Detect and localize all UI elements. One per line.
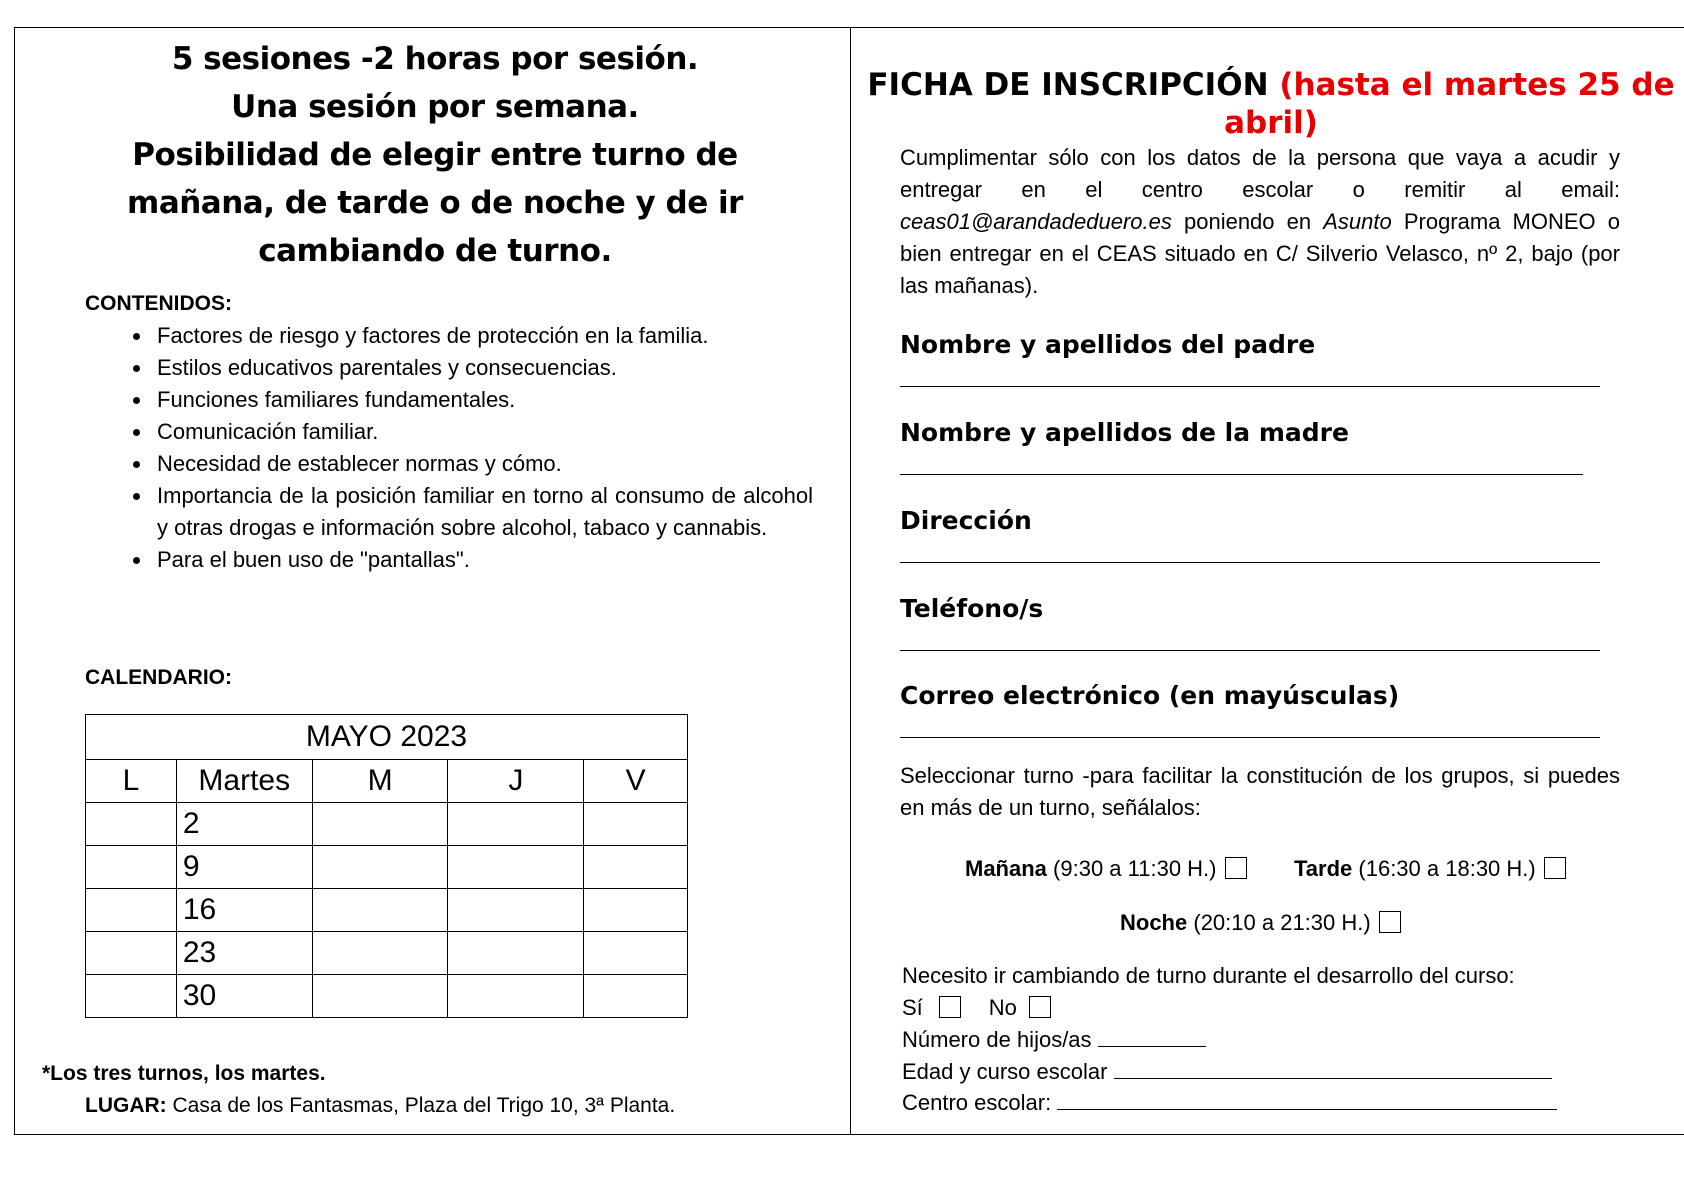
list-item: • Factores de riesgo y factores de protección en la familia. xyxy=(153,320,813,352)
no-label: No xyxy=(988,995,1017,1020)
right-column xyxy=(858,30,1684,1115)
no-checkbox[interactable] xyxy=(1029,996,1051,1018)
mother-name-label: Nombre y apellidos de la madre xyxy=(900,418,1349,447)
calendario-label: CALENDARIO: xyxy=(85,666,232,689)
edad-label: Edad y curso escolar xyxy=(902,1059,1114,1084)
list-item: • Para el buen uso de "pantallas". xyxy=(153,544,813,576)
hijos-field[interactable] xyxy=(1098,1028,1206,1047)
calendar-col-m: M xyxy=(312,760,448,803)
option-noche xyxy=(1120,910,1401,936)
cambio-options xyxy=(902,995,1051,1021)
noche-label: Noche xyxy=(1120,910,1188,935)
noche-time: (20:10 a 21:30 H.) xyxy=(1187,910,1371,935)
noche-checkbox[interactable] xyxy=(1379,911,1401,933)
tarde-checkbox[interactable] xyxy=(1544,857,1566,879)
edad-row xyxy=(902,1059,1552,1085)
headline-line-3: Posibilidad de elegir entre turno de mañana, de tarde o de noche y de ir cambiando de turno. xyxy=(127,137,743,269)
phone-label: Teléfono/s xyxy=(900,594,1044,623)
edad-field[interactable] xyxy=(1114,1060,1552,1079)
column-divider xyxy=(850,27,851,1135)
form-title-main: FICHA DE INSCRIPCIÓN xyxy=(867,67,1280,103)
mother-name-field[interactable] xyxy=(900,474,1583,475)
calendar-col-j: J xyxy=(448,760,584,803)
instructions-text: poniendo en xyxy=(1171,209,1324,234)
tarde-time: (16:30 a 18:30 H.) xyxy=(1352,856,1536,881)
address-label: Dirección xyxy=(900,506,1032,535)
headline-line-2: Una sesión por semana. xyxy=(231,89,639,125)
contenidos-list xyxy=(85,320,813,576)
centro-row xyxy=(902,1090,1557,1116)
form-instructions xyxy=(900,142,1620,302)
email-label: Correo electrónico (en mayúsculas) xyxy=(900,681,1400,710)
manana-label: Mañana xyxy=(965,856,1047,881)
lugar-value: Casa de los Fantasmas, Plaza del Trigo 10, 3ª Planta. xyxy=(166,1094,676,1117)
table-row xyxy=(86,975,688,1018)
address-field[interactable] xyxy=(900,562,1600,563)
father-name-field[interactable] xyxy=(900,386,1600,387)
calendar-title: MAYO 2023 xyxy=(86,715,688,760)
centro-field[interactable] xyxy=(1057,1091,1557,1110)
phone-field[interactable] xyxy=(900,650,1600,651)
calendar-date: 16 xyxy=(176,889,312,932)
calendar-date: 2 xyxy=(176,803,312,846)
turno-intro: Seleccionar turno -para facilitar la constitución de los grupos, si puedes en más de un turno, señálalos: xyxy=(900,763,1620,820)
turnos-note: *Los tres turnos, los martes. xyxy=(42,1062,326,1085)
calendar-col-v: V xyxy=(584,760,688,803)
list-item: • Funciones familiares fundamentales. xyxy=(153,384,813,416)
list-item: • Estilos educativos parentales y consecuencias. xyxy=(153,352,813,384)
table-row xyxy=(86,846,688,889)
manana-time: (9:30 a 11:30 H.) xyxy=(1046,856,1217,881)
email-address[interactable]: ceas01@arandadeduero.es xyxy=(900,209,1172,234)
form-title xyxy=(858,66,1684,142)
calendar-date: 9 xyxy=(176,846,312,889)
instructions-text: Cumplimentar sólo con los datos de la persona que vaya a acudir y entregar en el centro escolar o remitir al email: xyxy=(900,145,1620,202)
email-field[interactable] xyxy=(900,737,1600,738)
calendar-col-l: L xyxy=(86,760,177,803)
table-row xyxy=(86,803,688,846)
option-manana xyxy=(965,856,1247,882)
si-label: Sí xyxy=(902,995,923,1020)
list-item: • Necesidad de establecer normas y cómo. xyxy=(153,448,813,480)
instructions-text: Programa MONEO o bien entregar en el CEAS situado en C/ Silverio Velasco, nº 2, bajo (por las mañanas). xyxy=(900,209,1620,298)
calendar-date: 23 xyxy=(176,932,312,975)
manana-checkbox[interactable] xyxy=(1225,857,1247,879)
father-name-label: Nombre y apellidos del padre xyxy=(900,330,1316,359)
tarde-label: Tarde xyxy=(1294,856,1353,881)
table-row xyxy=(86,889,688,932)
hijos-row xyxy=(902,1027,1206,1053)
headline-line-1: 5 sesiones -2 horas por sesión. xyxy=(171,41,699,77)
contenidos-label: CONTENIDOS: xyxy=(85,292,232,315)
calendar-col-martes: Martes xyxy=(176,760,312,803)
hijos-label: Número de hijos/as xyxy=(902,1027,1098,1052)
asunto-word: Asunto xyxy=(1323,209,1392,234)
lugar-line xyxy=(85,1094,675,1118)
left-column xyxy=(30,30,840,1117)
calendar-table xyxy=(85,714,688,1018)
table-row xyxy=(86,932,688,975)
option-tarde xyxy=(1294,856,1566,882)
list-item: • Comunicación familiar. xyxy=(153,416,813,448)
lugar-label: LUGAR: xyxy=(85,1094,167,1117)
calendar-date: 30 xyxy=(176,975,312,1018)
session-headline xyxy=(30,35,840,275)
si-checkbox[interactable] xyxy=(939,996,961,1018)
list-item: • Importancia de la posición familiar en torno al consumo de alcohol y otras drogas e información sobre alcohol, tabaco y cannabis. xyxy=(153,480,813,544)
centro-label: Centro escolar: xyxy=(902,1090,1058,1115)
form-title-deadline: (hasta el martes 25 de abril) xyxy=(1224,67,1675,141)
cambio-text: Necesito ir cambiando de turno durante el desarrollo del curso: xyxy=(902,963,1515,988)
